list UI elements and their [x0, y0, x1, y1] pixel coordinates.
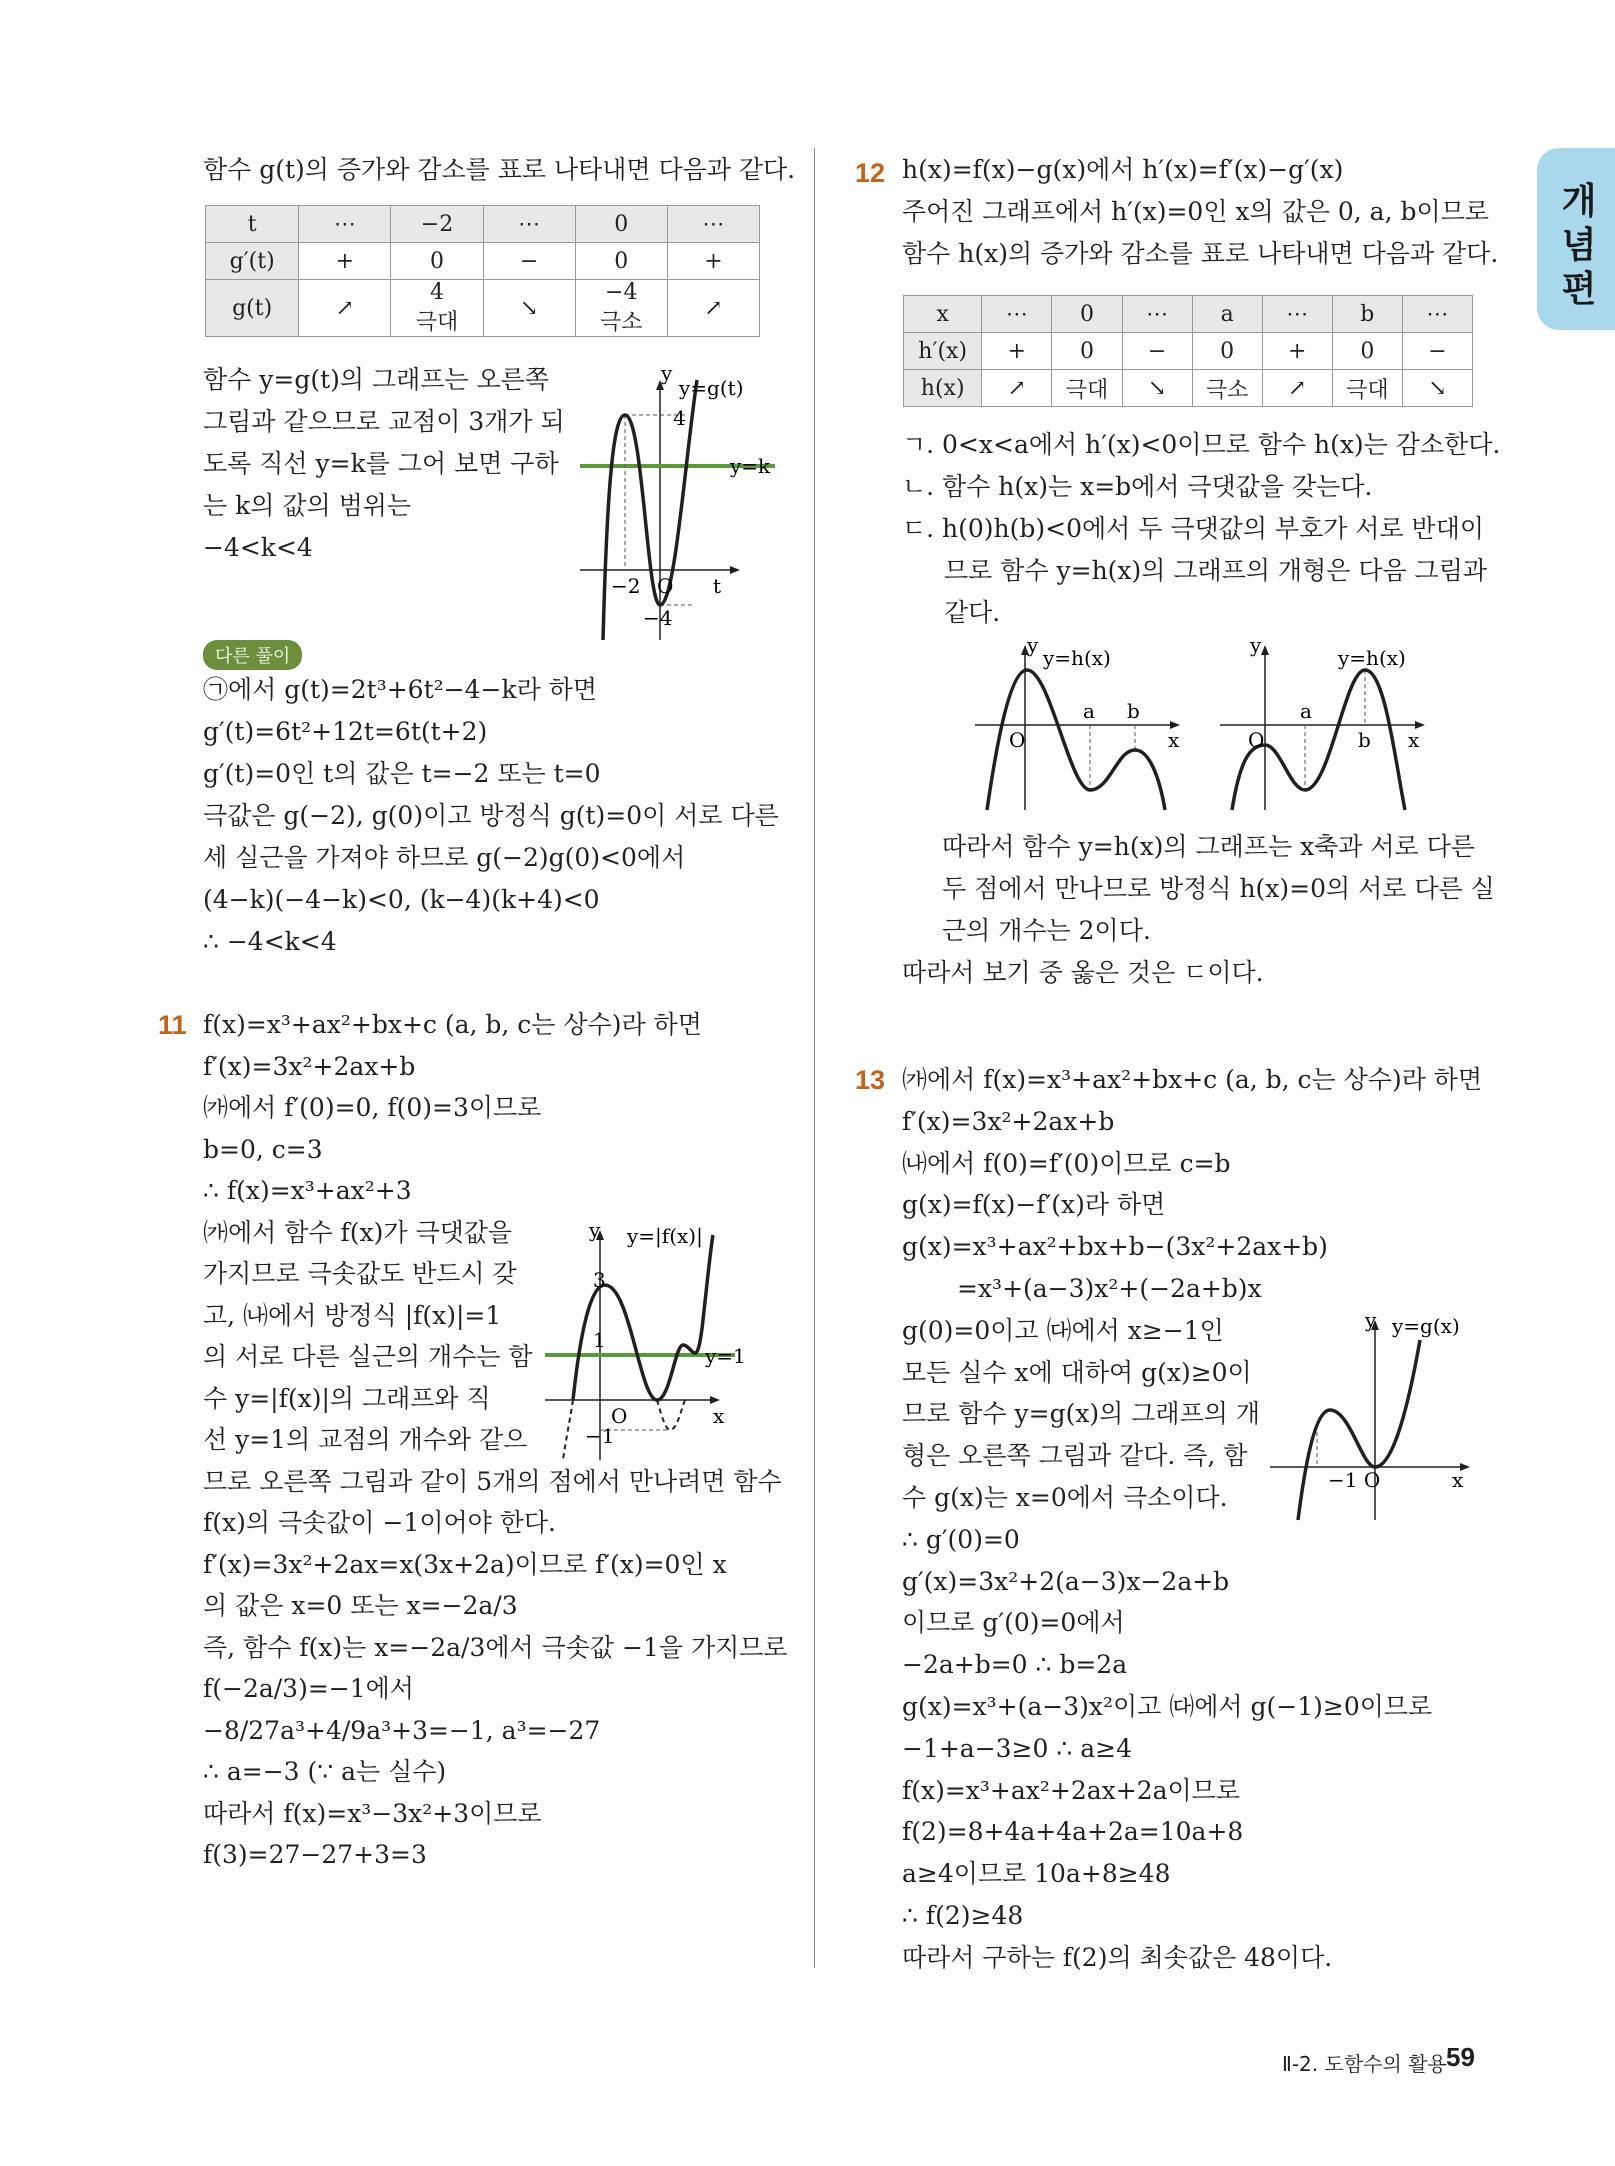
- text-line: f′(x)=3x²+2ax+b: [902, 1106, 1115, 1136]
- text-line: a≥4이므로 10a+8≥48: [902, 1859, 1171, 1889]
- text-line: 의 값은 x=0 또는 x=−2a/3: [203, 1591, 518, 1620]
- line-label: y=1: [705, 1344, 746, 1368]
- table-cell: h(x): [904, 370, 982, 407]
- axis-label-x: x: [1452, 1468, 1464, 1492]
- text-line: ㄴ. 함수 h(x)는 x=b에서 극댓값을 갖는다.: [902, 472, 1373, 501]
- table-cell: ⋯: [982, 296, 1052, 333]
- text-line: ㈎에서 함수 f(x)가 극댓값을: [203, 1217, 513, 1247]
- text-line: ㈎에서 f(x)=x³+ax²+bx+c (a, b, c는 상수)라 하면: [902, 1065, 1483, 1094]
- text-line: −2a+b=0 ∴ b=2a: [902, 1650, 1128, 1680]
- text-line: g(0)=0이고 ㈐에서 x≥−1인: [902, 1315, 1224, 1345]
- text-line: ∴ f(2)≥48: [902, 1901, 1024, 1930]
- problem-number-12: 12: [855, 158, 886, 188]
- text-line: 므로 함수 y=g(x)의 그래프의 개: [902, 1399, 1260, 1429]
- table-cell: ↘: [483, 280, 575, 337]
- table-cell: 극소: [1192, 370, 1262, 407]
- intro-text: 함수 g(t)의 증가와 감소를 표로 나타내면 다음과 같다.: [203, 155, 796, 184]
- tick-label: 4: [673, 406, 686, 430]
- axis-label-y: y: [589, 1218, 601, 1242]
- graph-h-1: [975, 633, 1195, 815]
- curve-label: y=h(x): [1043, 646, 1111, 670]
- text-line: =x³+(a−3)x²+(−2a+b)x: [957, 1274, 1262, 1303]
- text-line: 따라서 보기 중 옳은 것은 ㄷ이다.: [902, 958, 1264, 987]
- table-cell: ⋯: [299, 206, 391, 243]
- table-cell: ↗: [299, 280, 391, 337]
- text-line: ㈏에서 f(0)=f′(0)이므로 c=b: [902, 1148, 1231, 1178]
- table-cell: ⋯: [483, 206, 575, 243]
- axis-label-y: y: [1250, 633, 1262, 657]
- axis-label-t: t: [713, 574, 722, 598]
- tick-labels: −1 O: [1328, 1468, 1381, 1492]
- text-line: −1+a−3≥0 ∴ a≥4: [902, 1733, 1132, 1763]
- table-cell: ↘: [1402, 370, 1472, 407]
- tick-label: −1: [585, 1424, 615, 1448]
- text-line: g(x)=f(x)−f′(x)라 하면: [902, 1190, 1166, 1220]
- text-line: 따라서 구하는 f(2)의 최솟값은 48이다.: [902, 1942, 1333, 1972]
- text-line: g(x)=x³+ax²+bx+b−(3x²+2ax+b): [902, 1232, 1328, 1262]
- text-line: −8/27a³+4/9a³+3=−1, a³=−27: [203, 1715, 601, 1745]
- text-line: ㈎에서 f′(0)=0, f(0)=3이므로: [203, 1093, 542, 1122]
- table-cell: b: [1332, 296, 1402, 333]
- text-line: 근의 개수는 2이다.: [942, 916, 1151, 945]
- table-cell: 극대: [1332, 370, 1402, 407]
- section-tab-label: 개 념 편: [1561, 181, 1597, 310]
- column-divider: [814, 148, 815, 1968]
- text-line: 따라서 함수 y=h(x)의 그래프는 x축과 서로 다른: [942, 832, 1475, 861]
- table-cell: ⋯: [667, 206, 759, 243]
- text-line: ∴ g′(0)=0: [902, 1524, 1020, 1554]
- curve-label: y=h(x): [1338, 646, 1406, 670]
- page-number: 59: [1446, 2042, 1475, 2072]
- curve-label: y=g(t): [679, 376, 744, 400]
- table-cell: −2: [391, 206, 483, 243]
- tick-label: 1: [593, 1328, 606, 1352]
- graph-h-2: [1220, 633, 1440, 815]
- text-line: 형은 오른쪽 그림과 같다. 즉, 함: [902, 1441, 1248, 1471]
- table-cell: 극대: [1052, 370, 1122, 407]
- text-line: ∴ −4<k<4: [203, 927, 337, 956]
- tick-label-b: b: [1358, 728, 1371, 752]
- text-line: 모든 실수 x에 대하여 g(x)≥0이: [902, 1357, 1252, 1387]
- table-cell: ↗: [667, 280, 759, 337]
- text-line: 수 g(x)는 x=0에서 극소이다.: [902, 1483, 1228, 1512]
- axis-label-x: x: [1408, 728, 1420, 752]
- footer-section: Ⅱ-2. 도함수의 활용: [1282, 2052, 1447, 2076]
- text-line: 두 점에서 만나므로 방정식 h(x)=0의 서로 다른 실: [942, 874, 1495, 903]
- table-cell: +: [1262, 333, 1332, 370]
- table-cell: +: [299, 243, 391, 280]
- text-line: f(x)=x³+ax²+2ax+2a이므로: [902, 1775, 1240, 1805]
- text-line: ㉠에서 g(t)=2t³+6t²−4−k라 하면: [203, 675, 597, 704]
- graph-g: [585, 361, 785, 645]
- table-cell: x: [904, 296, 982, 333]
- line-label: y=k: [730, 454, 771, 478]
- text-line: 세 실근을 가져야 하므로 g(−2)g(0)<0에서: [203, 843, 686, 872]
- text-line: 므로 함수 y=h(x)의 그래프의 개형은 다음 그림과: [944, 556, 1488, 585]
- table-cell: ⋯: [1122, 296, 1192, 333]
- text-line: 그림과 같으므로 교점이 3개가 되: [203, 407, 565, 436]
- origin-label: O: [611, 1404, 628, 1428]
- table-cell: +: [667, 243, 759, 280]
- table-cell: −: [1122, 333, 1192, 370]
- origin-label: O: [657, 574, 674, 598]
- table-cell: 0: [575, 243, 667, 280]
- table-cell: 0: [1052, 333, 1122, 370]
- text-line: 므로 오른쪽 그림과 같이 5개의 점에서 만나려면 함수: [203, 1466, 782, 1496]
- origin-label: O: [1248, 728, 1265, 752]
- text-line: 이므로 g′(0)=0에서: [902, 1608, 1125, 1638]
- text-line: f(−2a/3)=−1에서: [203, 1674, 414, 1703]
- table-cell: g′(t): [206, 243, 299, 280]
- graph-abs-f: [545, 1218, 746, 1465]
- text-line: g′(x)=3x²+2(a−3)x−2a+b: [902, 1566, 1230, 1596]
- text-line: 함수 h(x)의 증가와 감소를 표로 나타내면 다음과 같다.: [902, 239, 1499, 268]
- text-line: 따라서 f(x)=x³−3x²+3이므로: [203, 1798, 542, 1828]
- increase-decrease-table-h: [903, 295, 1473, 407]
- text-line: 수 y=|f(x)|의 그래프와 직: [203, 1383, 491, 1413]
- table-cell: +: [982, 333, 1052, 370]
- tick-label-a: a: [1300, 699, 1312, 723]
- text-line: 는 k의 값의 범위는: [203, 491, 412, 520]
- text-line: 같다.: [944, 598, 1001, 627]
- problem-number-13: 13: [855, 1065, 886, 1095]
- axis-label-x: x: [713, 1404, 725, 1428]
- graph-g-x: [1270, 1308, 1480, 1525]
- problem-number-11: 11: [158, 1010, 187, 1040]
- text-line: f(x)의 극솟값이 −1이어야 한다.: [203, 1508, 556, 1537]
- text-line: −4<k<4: [203, 533, 313, 562]
- text-line: 가지므로 극솟값도 반드시 갖: [203, 1259, 517, 1288]
- table-cell: 0: [391, 243, 483, 280]
- text-line: g(x)=x³+(a−3)x²이고 ㈐에서 g(−1)≥0이므로: [902, 1692, 1433, 1721]
- table-cell: h′(x): [904, 333, 982, 370]
- axis-label-y: y: [661, 361, 673, 385]
- table-cell: 0: [1332, 333, 1402, 370]
- table-cell: −4 극소: [575, 280, 667, 337]
- table-cell: ↘: [1122, 370, 1192, 407]
- text-line: ∴ f(x)=x³+ax²+3: [203, 1176, 412, 1205]
- table-cell: 4 극대: [391, 280, 483, 337]
- text-line: f′(x)=3x²+2ax=x(3x+2a)이므로 f′(x)=0인 x: [203, 1549, 727, 1579]
- text-line: g′(t)=0인 t의 값은 t=−2 또는 t=0: [203, 759, 601, 788]
- text-line: ∴ a=−3 (∵ a는 실수): [203, 1757, 447, 1786]
- axis-label-x: x: [1168, 728, 1180, 752]
- increase-decrease-table-g: [205, 205, 760, 337]
- table-cell: 0: [1052, 296, 1122, 333]
- text-line: 고, ㈏에서 방정식 |f(x)|=1: [203, 1300, 502, 1330]
- text-line: 선 y=1의 교점의 개수와 같으: [203, 1425, 528, 1454]
- alt-solution-badge: 다른 풀이: [203, 640, 302, 670]
- text-line: 의 서로 다른 실근의 개수는 함: [203, 1342, 533, 1371]
- origin-label: O: [1009, 728, 1026, 752]
- table-cell: t: [206, 206, 299, 243]
- tick-label: −2: [611, 574, 641, 598]
- curve-label: y=|f(x)|: [627, 1224, 703, 1248]
- table-cell: 0: [575, 206, 667, 243]
- text-line: f′(x)=3x²+2ax+b: [203, 1051, 416, 1081]
- text-line: 함수 y=g(t)의 그래프는 오른쪽: [203, 365, 549, 394]
- table-cell: ⋯: [1262, 296, 1332, 333]
- table-cell: a: [1192, 296, 1262, 333]
- text-line: (4−k)(−4−k)<0, (k−4)(k+4)<0: [203, 885, 600, 914]
- text-line: h(x)=f(x)−g(x)에서 h′(x)=f′(x)−g′(x): [902, 155, 1344, 184]
- table-cell: ⋯: [1402, 296, 1472, 333]
- text-line: 극값은 g(−2), g(0)이고 방정식 g(t)=0이 서로 다른: [203, 801, 779, 830]
- text-line: g′(t)=6t²+12t=6t(t+2): [203, 717, 488, 746]
- tick-label-a: a: [1083, 699, 1095, 723]
- axis-label-y: y: [1027, 633, 1039, 657]
- table-cell: −: [483, 243, 575, 280]
- tick-label: 3: [593, 1268, 606, 1292]
- text-line: 도록 직선 y=k를 그어 보면 구하: [203, 449, 559, 478]
- table-cell: −: [1402, 333, 1472, 370]
- tick-label: −4: [643, 606, 673, 630]
- text-line: ㄱ. 0<x<a에서 h′(x)<0이므로 함수 h(x)는 감소한다.: [902, 430, 1501, 459]
- text-line: f(x)=x³+ax²+bx+c (a, b, c는 상수)라 하면: [203, 1010, 702, 1039]
- text-line: ㄷ. h(0)h(b)<0에서 두 극댓값의 부호가 서로 반대이: [902, 514, 1485, 543]
- table-cell: ↗: [982, 370, 1052, 407]
- tick-label-b: b: [1127, 699, 1140, 723]
- text-line: f(2)=8+4a+4a+2a=10a+8: [902, 1817, 1244, 1847]
- table-cell: 0: [1192, 333, 1262, 370]
- table-cell: g(t): [206, 280, 299, 337]
- text-line: b=0, c=3: [203, 1134, 323, 1164]
- table-cell: ↗: [1262, 370, 1332, 407]
- text-line: f(3)=27−27+3=3: [203, 1840, 427, 1869]
- text-line: 주어진 그래프에서 h′(x)=0인 x의 값은 0, a, b이므로: [902, 197, 1489, 226]
- text-line: 즉, 함수 f(x)는 x=−2a/3에서 극솟값 −1을 가지므로: [203, 1632, 788, 1662]
- curve-label: y=g(x): [1392, 1314, 1460, 1338]
- axis-label-y: y: [1365, 1308, 1377, 1332]
